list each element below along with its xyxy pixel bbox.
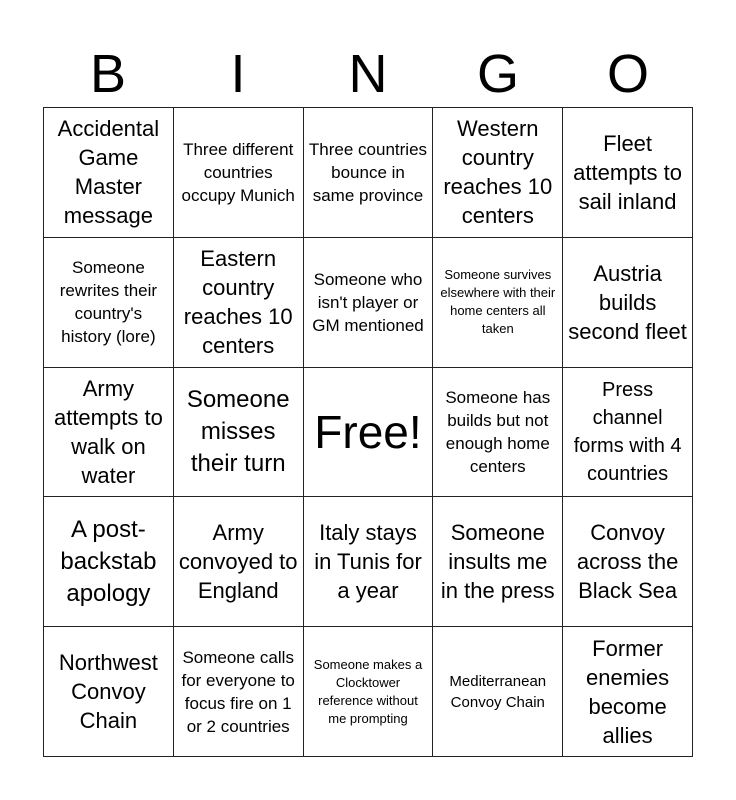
cell-text: Someone survives elsewhere with their home centers all taken [440, 267, 556, 337]
bingo-cell[interactable] [44, 238, 174, 368]
bingo-cell[interactable] [304, 108, 434, 238]
cell-text: Someone insults me in the press [440, 520, 555, 604]
bingo-cell[interactable] [304, 497, 434, 627]
bingo-cell[interactable] [563, 238, 693, 368]
bingo-cell[interactable] [174, 627, 304, 757]
bingo-cell[interactable] [563, 627, 693, 757]
bingo-cell[interactable] [433, 627, 563, 757]
bingo-cell[interactable] [44, 108, 174, 238]
cell-text: Someone makes a Clocktower reference without me prompting [313, 656, 423, 726]
cell-text: Army convoyed to England [178, 520, 298, 604]
bingo-cell[interactable] [174, 497, 304, 627]
cell-text: Italy stays in Tunis for a year [314, 520, 422, 604]
header-letter-g: G [476, 44, 519, 104]
bingo-cell[interactable] [44, 368, 174, 498]
cell-text: Someone rewrites their country's history (lore) [59, 258, 158, 347]
cell-text: Someone has builds but not enough home centers [445, 387, 551, 476]
cell-text: Former enemies become allies [586, 635, 670, 748]
bingo-header [43, 40, 693, 108]
cell-text: Northwest Convoy Chain [58, 650, 158, 734]
bingo-cell[interactable] [304, 627, 434, 757]
bingo-cell[interactable] [44, 627, 174, 757]
bingo-cell[interactable] [433, 497, 563, 627]
cell-text: Fleet attempts to sail inland [573, 130, 683, 214]
cell-text: Austria builds second fleet [568, 260, 687, 344]
cell-text: Western country reaches 10 centers [443, 116, 553, 229]
cell-text: Press channel forms with 4 countries [573, 378, 682, 485]
bingo-cell[interactable] [174, 108, 304, 238]
cell-text: Eastern country reaches 10 centers [183, 246, 293, 359]
header-letter-b: B [89, 44, 127, 104]
bingo-cell[interactable] [563, 108, 693, 238]
cell-text: Accidental Game Master message [57, 116, 160, 229]
cell-text: A post-backstab apology [60, 515, 157, 607]
bingo-cell[interactable] [174, 368, 304, 498]
free-space-text: Free! [314, 405, 422, 458]
bingo-cell[interactable] [44, 497, 174, 627]
bingo-cell[interactable] [433, 368, 563, 498]
cell-text: Someone who isn't player or GM mentioned [312, 269, 424, 335]
bingo-cell[interactable] [563, 368, 693, 498]
bingo-cell[interactable] [433, 238, 563, 368]
cell-text: Mediterranean Convoy Chain [449, 672, 547, 711]
cell-text: Someone misses their turn [186, 385, 290, 477]
cell-text: Three countries bounce in same province [308, 139, 428, 205]
bingo-cell[interactable] [563, 497, 693, 627]
cell-text: Army attempts to walk on water [53, 375, 163, 488]
header-letter-i: I [230, 44, 246, 104]
bingo-grid [43, 107, 693, 757]
bingo-cell[interactable] [433, 108, 563, 238]
cell-text: Someone calls for everyone to focus fire on 1 or 2 countries [181, 647, 295, 736]
free-space[interactable] [304, 368, 434, 498]
bingo-cell[interactable] [304, 238, 434, 368]
cell-text: Three different countries occupy Munich [181, 139, 295, 205]
header-letter-o: O [606, 44, 649, 104]
cell-text: Convoy across the Black Sea [576, 520, 679, 604]
header-letter-n: N [348, 44, 388, 104]
bingo-cell[interactable] [174, 238, 304, 368]
